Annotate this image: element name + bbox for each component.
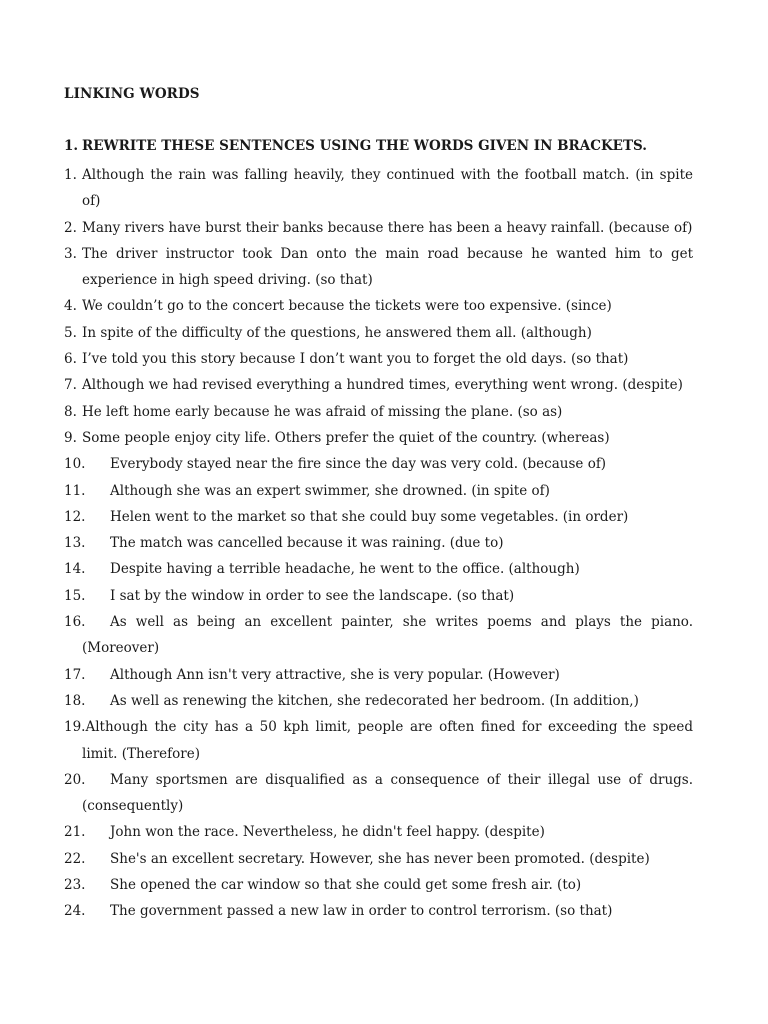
item-text: Many sportsmen are disqualified as a consequence of their illegal use of drugs. (consequently) [82,771,693,815]
item-number: 16. [64,614,86,631]
list-item [64,162,693,215]
list-item [64,583,693,609]
item-text: Despite having a terrible headache, he went to the office. (although) [110,561,580,578]
item-number: 8. [64,403,77,420]
section-number: 1. [64,138,79,154]
item-number: 7. [64,377,77,394]
item-number: 10. [64,456,86,473]
item-text: The government passed a new law in order to control terrorism. (so that) [110,903,613,920]
list-item [64,372,693,398]
section-heading [64,138,647,154]
item-number: 15. [64,587,86,604]
item-text: Although the city has a 50 kph limit, people are often fined for exceeding the speed limit. (Therefore) [82,719,693,762]
list-item [64,767,693,820]
list-item [64,819,693,845]
item-text: Many rivers have burst their banks because there has been a heavy rainfall. (because of) [82,219,693,236]
item-text: She opened the car window so that she could get some fresh air. (to) [110,877,582,894]
list-item [64,504,693,530]
item-text: He left home early because he was afraid of missing the plane. (so as) [82,403,563,420]
item-text: In spite of the difficulty of the questions, he answered them all. (although) [82,324,592,341]
exercise-list [64,162,693,925]
list-item [64,662,693,688]
item-number: 24. [64,903,86,920]
list-item [64,609,693,662]
item-text: Although we had revised everything a hundred times, everything went wrong. (despite) [82,377,683,394]
item-number: 20. [64,771,86,788]
item-text: Although the rain was falling heavily, they continued with the football match. (in spite of) [82,167,693,210]
list-item [64,215,693,241]
item-number: 18. [64,692,86,709]
list-item [64,898,693,924]
item-text: I’ve told you this story because I don’t want you to forget the old days. (so that) [82,351,629,368]
item-text: We couldn’t go to the concert because the tickets were too expensive. (since) [82,298,612,315]
item-number: 14. [64,561,86,578]
item-number: 1. [64,167,77,183]
list-item [64,425,693,451]
item-number: 2. [64,219,77,236]
item-number: 19. [64,719,86,736]
list-item [64,399,693,425]
item-number: 6. [64,351,77,368]
item-text: As well as renewing the kitchen, she redecorated her bedroom. (In addition,) [110,692,639,709]
item-number: 22. [64,850,86,867]
item-text: I sat by the window in order to see the landscape. (so that) [110,587,515,604]
item-number: 17. [64,666,86,683]
item-number: 9. [64,429,77,446]
item-number: 3. [64,245,77,262]
item-number: 11. [64,482,86,499]
list-item [64,846,693,872]
list-item [64,478,693,504]
item-number: 13. [64,535,86,552]
list-item [64,293,693,319]
item-text: John won the race. Nevertheless, he didn't feel happy. (despite) [110,824,545,841]
document-title: LINKING WORDS [64,86,200,102]
list-item [64,346,693,372]
item-text: The match was cancelled because it was raining. (due to) [110,535,504,552]
item-number: 5. [64,324,77,341]
list-item [64,688,693,714]
list-item [64,872,693,898]
list-item [64,530,693,556]
item-text: Although Ann isn't very attractive, she is very popular. (However) [110,666,560,683]
section-heading-text: REWRITE THESE SENTENCES USING THE WORDS GIVEN IN BRACKETS. [82,138,647,154]
item-text: She's an excellent secretary. However, she has never been promoted. (despite) [110,850,650,867]
item-number: 21. [64,824,86,841]
list-item [64,241,693,294]
list-item [64,451,693,477]
item-text: Although she was an expert swimmer, she drowned. (in spite of) [110,482,550,499]
item-text: Some people enjoy city life. Others prefer the quiet of the country. (whereas) [82,429,610,446]
item-text: Helen went to the market so that she could buy some vegetables. (in order) [110,508,629,525]
item-number: 4. [64,298,77,315]
item-text: The driver instructor took Dan onto the main road because he wanted him to get experience in high speed driving. (so that) [82,245,693,289]
item-text: As well as being an excellent painter, she writes poems and plays the piano. (Moreover) [82,614,693,657]
list-item [64,714,693,767]
list-item [64,320,693,346]
item-text: Everybody stayed near the fire since the day was very cold. (because of) [110,456,607,473]
item-number: 23. [64,877,86,894]
item-number: 12. [64,508,86,525]
list-item [64,556,693,582]
